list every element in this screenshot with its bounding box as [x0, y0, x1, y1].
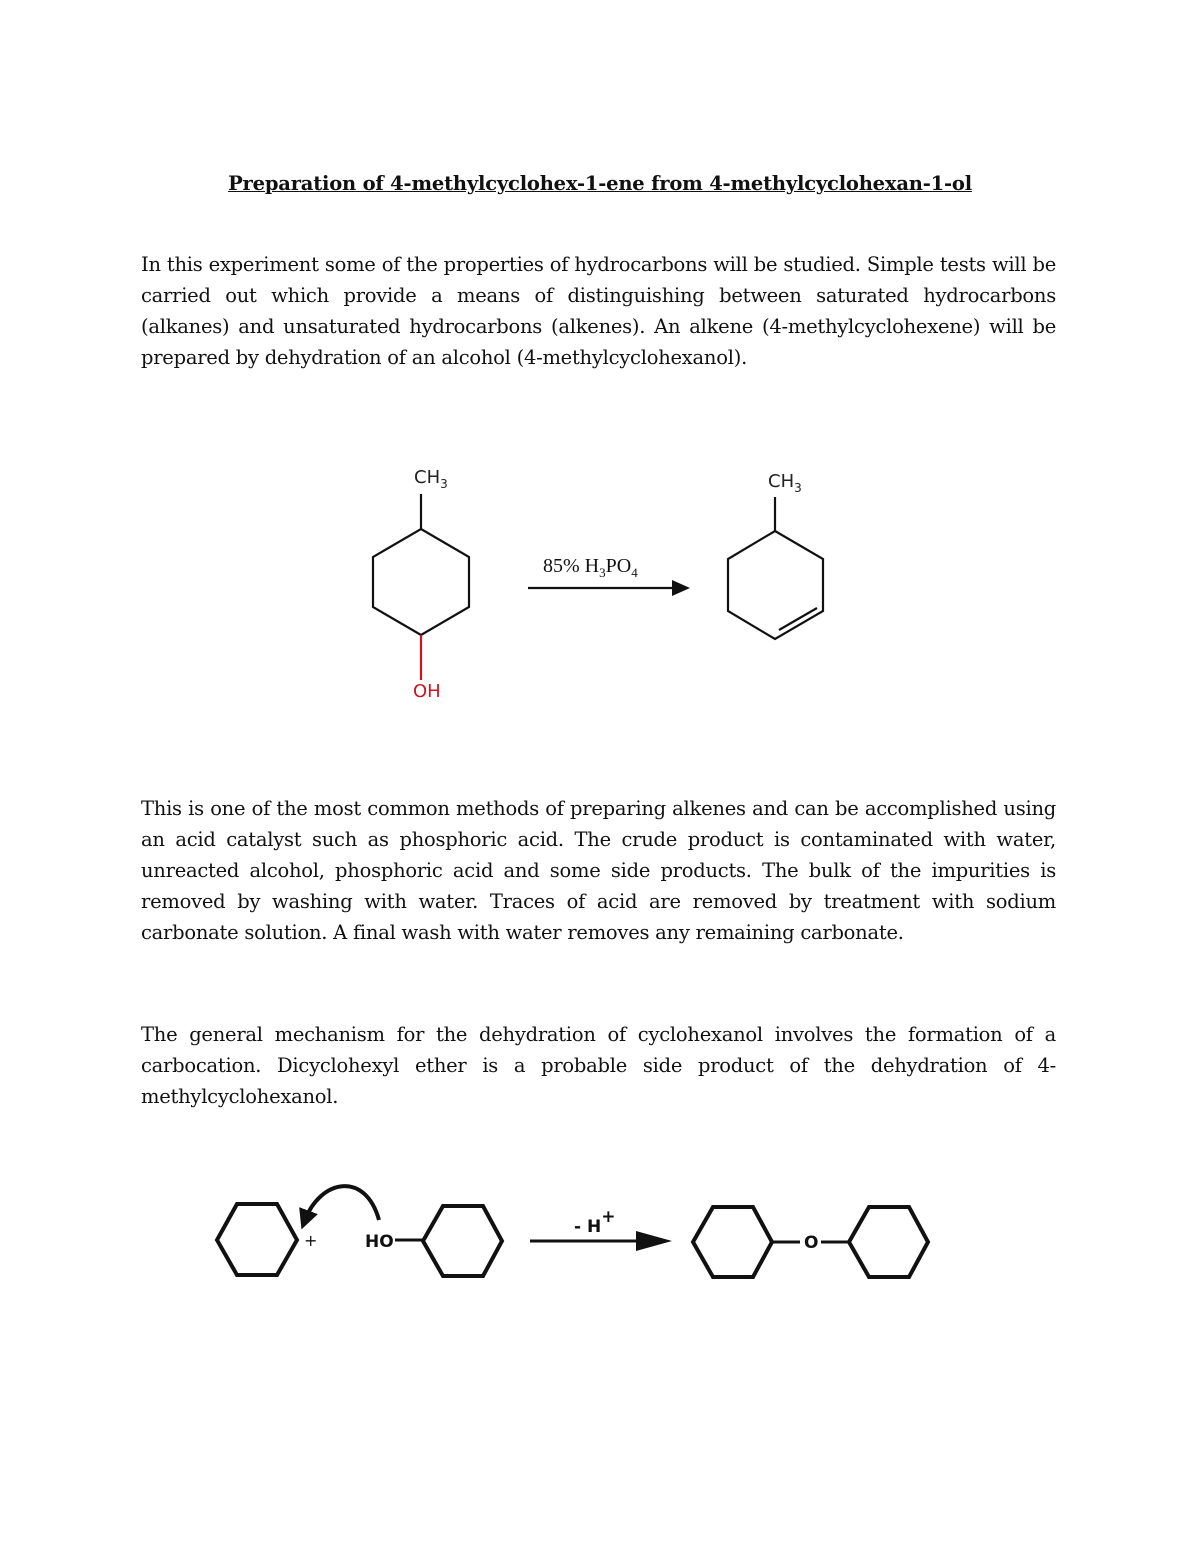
reagent-mid: PO — [605, 555, 632, 577]
svg-text:85% H3PO4 — [543, 555, 638, 580]
ether-right-ring — [849, 1207, 928, 1277]
carbocation-structure — [217, 1204, 317, 1275]
method-paragraph: This is one of the most common methods of preparing alkenes and can be accomplished using an acid catalyst such as phosphoric acid. The crude product is contaminated with water, unreacted alcohol, phosphoric acid and some side products. The bulk of the impurities is removed by washing with water. Traces of acid are removed by treatment with sodium carbonate solution. A final wash with water removes any remaining carbonate. — [141, 797, 1056, 944]
product-methyl-label: CH — [768, 471, 795, 492]
ether-formation-scheme — [0, 1170, 1200, 1300]
cyclohexanol-ring — [423, 1206, 502, 1276]
mechanism-arrow-head — [636, 1231, 672, 1251]
reaction-arrow-group — [528, 555, 690, 596]
proton-loss-charge: + — [601, 1207, 616, 1227]
svg-text:- H+ — [574, 1207, 615, 1237]
ether-oxygen-label: O — [804, 1233, 819, 1253]
mechanism-arrow-group — [530, 1207, 672, 1251]
reactant-methyl-subscript: 3 — [440, 477, 448, 491]
cyclohexanol-hydroxyl: HO — [365, 1232, 394, 1252]
cyclohexene-ring — [728, 531, 823, 639]
reagent-subscript-2: 4 — [631, 565, 638, 580]
curved-electron-arrow — [305, 1186, 379, 1220]
carbocation-ring — [217, 1204, 297, 1275]
methylcyclohexene-structure — [728, 471, 823, 639]
methylcyclohexanol-structure — [373, 467, 469, 702]
carbocation-charge: + — [304, 1231, 318, 1250]
ether-left-ring — [693, 1207, 772, 1277]
hydroxyl-label: OH — [413, 681, 441, 702]
intro-paragraph: In this experiment some of the properties of hydrocarbons will be studied. Simple tests will be carried out which provide a means of distinguishing between saturated hydrocarbons (alkanes) and unsaturated hydrocarbons (alkenes). An alkene (4-methylcyclohexene) will be prepared by dehydration of an alcohol (4-methylcyclohexanol). — [141, 253, 1056, 369]
cyclohexane-ring — [373, 529, 469, 635]
reagent-prefix: 85% H — [543, 555, 600, 577]
dicyclohexyl-ether-structure — [693, 1207, 928, 1277]
mechanism-paragraph: The general mechanism for the dehydration of cyclohexanol involves the formation of a carbocation. Dicyclohexyl ether is a probable side product of the dehydration of 4-methylcyclohexanol. — [141, 1023, 1056, 1108]
reagent-subscript-1: 3 — [599, 565, 606, 580]
reactant-methyl-label: CH — [414, 467, 441, 488]
reaction-arrow-head — [672, 580, 690, 596]
svg-text:CH3 — [768, 471, 802, 495]
product-methyl-subscript: 3 — [794, 481, 802, 495]
svg-text:CH3 — [414, 467, 448, 491]
dehydration-reaction-scheme — [0, 450, 1200, 710]
cyclohexanol-structure — [365, 1206, 502, 1276]
proton-loss-label: - H — [574, 1217, 602, 1237]
page-title: Preparation of 4-methylcyclohex-1-ene from 4-methylcyclohexan-1-ol — [228, 172, 972, 195]
